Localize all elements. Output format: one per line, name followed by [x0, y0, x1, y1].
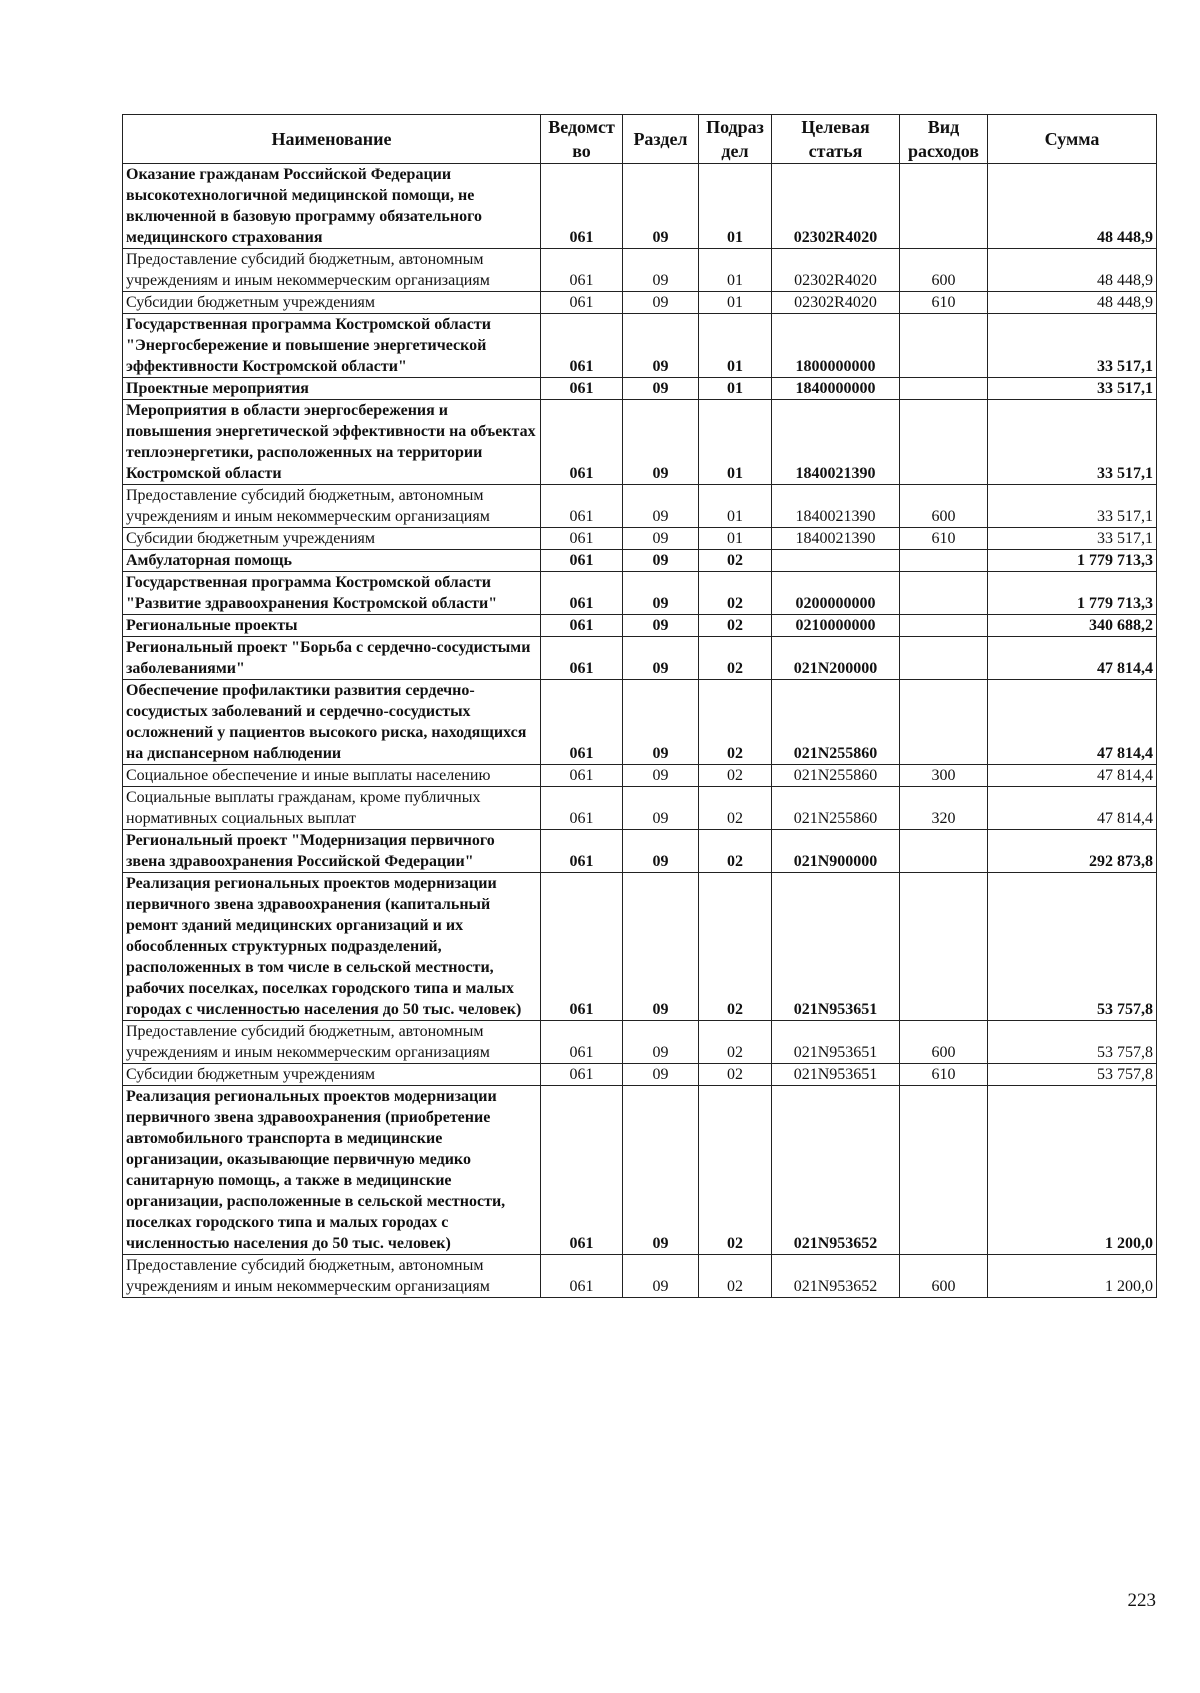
cell-target: 021N953651 — [772, 1064, 900, 1086]
cell-target: 02302R4020 — [772, 249, 900, 292]
cell-target: 021N255860 — [772, 765, 900, 787]
cell-target: 021N200000 — [772, 637, 900, 680]
cell-type: 610 — [900, 528, 988, 550]
cell-type: 600 — [900, 1021, 988, 1064]
cell-section: 09 — [623, 572, 699, 615]
table-row — [123, 765, 1157, 787]
cell-target: 1800000000 — [772, 314, 900, 378]
cell-type: 600 — [900, 249, 988, 292]
cell-section: 09 — [623, 550, 699, 572]
cell-section: 09 — [623, 249, 699, 292]
table-row — [123, 873, 1157, 1021]
cell-subsection: 02 — [699, 615, 772, 637]
header-sum: Сумма — [988, 115, 1157, 164]
cell-dept: 061 — [541, 1255, 623, 1298]
cell-type: 600 — [900, 1255, 988, 1298]
cell-name: Амбулаторная помощь — [123, 550, 541, 572]
cell-type — [900, 314, 988, 378]
cell-target: 021N900000 — [772, 830, 900, 873]
cell-dept: 061 — [541, 1086, 623, 1255]
page-number: 223 — [1127, 1590, 1156, 1611]
cell-subsection: 02 — [699, 1021, 772, 1064]
cell-dept: 061 — [541, 680, 623, 765]
cell-subsection: 02 — [699, 873, 772, 1021]
cell-sum: 48 448,9 — [988, 164, 1157, 249]
cell-subsection: 02 — [699, 1086, 772, 1255]
cell-subsection: 01 — [699, 292, 772, 314]
cell-dept: 061 — [541, 249, 623, 292]
cell-name: Предоставление субсидий бюджетным, автономным учреждениям и иным некоммерческим организациям — [123, 485, 541, 528]
cell-type: 320 — [900, 787, 988, 830]
cell-subsection: 01 — [699, 314, 772, 378]
cell-target: 02302R4020 — [772, 292, 900, 314]
cell-type — [900, 637, 988, 680]
header-section: Раздел — [623, 115, 699, 164]
cell-dept: 061 — [541, 1064, 623, 1086]
cell-dept: 061 — [541, 314, 623, 378]
cell-dept: 061 — [541, 1021, 623, 1064]
cell-subsection: 02 — [699, 1255, 772, 1298]
table-row — [123, 680, 1157, 765]
cell-target: 02302R4020 — [772, 164, 900, 249]
cell-name: Региональные проекты — [123, 615, 541, 637]
cell-sum: 47 814,4 — [988, 787, 1157, 830]
cell-section: 09 — [623, 765, 699, 787]
cell-section: 09 — [623, 680, 699, 765]
cell-type — [900, 873, 988, 1021]
cell-subsection: 02 — [699, 1064, 772, 1086]
cell-target: 021N953652 — [772, 1255, 900, 1298]
cell-section: 09 — [623, 528, 699, 550]
table-row — [123, 1064, 1157, 1086]
table-row — [123, 1021, 1157, 1064]
cell-sum: 33 517,1 — [988, 485, 1157, 528]
cell-sum: 1 779 713,3 — [988, 550, 1157, 572]
cell-type — [900, 550, 988, 572]
cell-name: Реализация региональных проектов модернизации первичного звена здравоохранения (приобретение автомобильного транспорта в медицинские организации, оказывающие первичную медико санитарную помощь, а также в медицинские организации, расположенные в сельской местности, поселках городского типа и малых городах с численностью населения до 50 тыс. человек) — [123, 1086, 541, 1255]
cell-dept: 061 — [541, 637, 623, 680]
cell-dept: 061 — [541, 615, 623, 637]
cell-sum: 48 448,9 — [988, 249, 1157, 292]
cell-type: 610 — [900, 1064, 988, 1086]
cell-dept: 061 — [541, 572, 623, 615]
cell-sum: 53 757,8 — [988, 873, 1157, 1021]
cell-sum: 33 517,1 — [988, 314, 1157, 378]
cell-type: 610 — [900, 292, 988, 314]
cell-subsection: 02 — [699, 637, 772, 680]
cell-target: 1840021390 — [772, 400, 900, 485]
cell-section: 09 — [623, 1255, 699, 1298]
cell-sum: 53 757,8 — [988, 1021, 1157, 1064]
table-row — [123, 528, 1157, 550]
cell-sum: 47 814,4 — [988, 680, 1157, 765]
cell-name: Региональный проект "Модернизация первичного звена здравоохранения Российской Федерации" — [123, 830, 541, 873]
cell-subsection: 01 — [699, 249, 772, 292]
cell-target: 0200000000 — [772, 572, 900, 615]
cell-type — [900, 400, 988, 485]
cell-section: 09 — [623, 1021, 699, 1064]
cell-sum: 48 448,9 — [988, 292, 1157, 314]
cell-dept: 061 — [541, 830, 623, 873]
cell-type: 600 — [900, 485, 988, 528]
cell-target: 021N255860 — [772, 680, 900, 765]
cell-subsection: 02 — [699, 787, 772, 830]
cell-name: Социальные выплаты гражданам, кроме публичных нормативных социальных выплат — [123, 787, 541, 830]
header-subsection: Подраздел — [699, 115, 772, 164]
cell-section: 09 — [623, 314, 699, 378]
cell-sum: 47 814,4 — [988, 637, 1157, 680]
header-dept: Ведомство — [541, 115, 623, 164]
cell-sum: 33 517,1 — [988, 400, 1157, 485]
cell-subsection: 01 — [699, 164, 772, 249]
table-row — [123, 550, 1157, 572]
cell-dept: 061 — [541, 550, 623, 572]
cell-sum: 47 814,4 — [988, 765, 1157, 787]
cell-section: 09 — [623, 485, 699, 528]
cell-section: 09 — [623, 378, 699, 400]
cell-type: 300 — [900, 765, 988, 787]
cell-sum: 1 200,0 — [988, 1086, 1157, 1255]
cell-target: 021N255860 — [772, 787, 900, 830]
cell-name: Государственная программа Костромской области "Развитие здравоохранения Костромской области" — [123, 572, 541, 615]
cell-subsection: 01 — [699, 528, 772, 550]
table-row — [123, 314, 1157, 378]
cell-subsection: 02 — [699, 765, 772, 787]
cell-section: 09 — [623, 1086, 699, 1255]
table-row — [123, 615, 1157, 637]
cell-target — [772, 550, 900, 572]
cell-dept: 061 — [541, 400, 623, 485]
cell-name: Субсидии бюджетным учреждениям — [123, 292, 541, 314]
table-body — [123, 164, 1157, 1298]
cell-dept: 061 — [541, 528, 623, 550]
cell-sum: 292 873,8 — [988, 830, 1157, 873]
cell-name: Проектные мероприятия — [123, 378, 541, 400]
cell-subsection: 01 — [699, 378, 772, 400]
cell-subsection: 02 — [699, 830, 772, 873]
cell-name: Региональный проект "Борьба с сердечно-сосудистыми заболеваниями" — [123, 637, 541, 680]
cell-section: 09 — [623, 164, 699, 249]
table-header — [123, 115, 1157, 164]
cell-subsection: 02 — [699, 550, 772, 572]
table-row — [123, 1255, 1157, 1298]
header-name: Наименование — [123, 115, 541, 164]
cell-target: 0210000000 — [772, 615, 900, 637]
cell-type — [900, 572, 988, 615]
table-row — [123, 485, 1157, 528]
cell-section: 09 — [623, 787, 699, 830]
cell-name: Мероприятия в области энергосбережения и повышения энергетической эффективности на объектах теплоэнергетики, расположенных на территории Костромской области — [123, 400, 541, 485]
header-target: Целевая статья — [772, 115, 900, 164]
cell-name: Предоставление субсидий бюджетным, автономным учреждениям и иным некоммерческим организациям — [123, 1021, 541, 1064]
cell-name: Обеспечение профилактики развития сердечно-сосудистых заболеваний и сердечно-сосудистых осложнений у пациентов высокого риска, находящихся на диспансерном наблюдении — [123, 680, 541, 765]
cell-target: 1840021390 — [772, 528, 900, 550]
table-row — [123, 637, 1157, 680]
cell-section: 09 — [623, 637, 699, 680]
cell-dept: 061 — [541, 765, 623, 787]
cell-subsection: 01 — [699, 485, 772, 528]
cell-section: 09 — [623, 292, 699, 314]
cell-subsection: 02 — [699, 572, 772, 615]
cell-dept: 061 — [541, 292, 623, 314]
table-row — [123, 572, 1157, 615]
cell-target: 1840000000 — [772, 378, 900, 400]
cell-name: Социальное обеспечение и иные выплаты населению — [123, 765, 541, 787]
table-row — [123, 830, 1157, 873]
cell-name: Реализация региональных проектов модернизации первичного звена здравоохранения (капитальный ремонт зданий медицинских организаций и их обособленных структурных подразделений, расположенных в том числе в сельской местности, рабочих поселках, поселках городского типа и малых городах с численностью населения до 50 тыс. человек) — [123, 873, 541, 1021]
cell-name: Предоставление субсидий бюджетным, автономным учреждениям и иным некоммерческим организациям — [123, 249, 541, 292]
cell-subsection: 02 — [699, 680, 772, 765]
cell-type — [900, 1086, 988, 1255]
table-row — [123, 164, 1157, 249]
cell-sum: 1 200,0 — [988, 1255, 1157, 1298]
header-row — [123, 115, 1157, 164]
cell-target: 1840021390 — [772, 485, 900, 528]
table-row — [123, 1086, 1157, 1255]
cell-section: 09 — [623, 615, 699, 637]
cell-name: Субсидии бюджетным учреждениям — [123, 528, 541, 550]
cell-type — [900, 164, 988, 249]
cell-sum: 53 757,8 — [988, 1064, 1157, 1086]
cell-name: Государственная программа Костромской области "Энергосбережение и повышение энергетической эффективности Костромской области" — [123, 314, 541, 378]
cell-target: 021N953652 — [772, 1086, 900, 1255]
cell-section: 09 — [623, 400, 699, 485]
table-row — [123, 292, 1157, 314]
cell-dept: 061 — [541, 787, 623, 830]
cell-subsection: 01 — [699, 400, 772, 485]
table-row — [123, 249, 1157, 292]
cell-dept: 061 — [541, 164, 623, 249]
cell-target: 021N953651 — [772, 873, 900, 1021]
cell-section: 09 — [623, 830, 699, 873]
cell-type — [900, 615, 988, 637]
budget-table — [122, 114, 1157, 1298]
cell-dept: 061 — [541, 378, 623, 400]
cell-type — [900, 830, 988, 873]
table-row — [123, 787, 1157, 830]
cell-target: 021N953651 — [772, 1021, 900, 1064]
cell-dept: 061 — [541, 873, 623, 1021]
cell-sum: 340 688,2 — [988, 615, 1157, 637]
cell-section: 09 — [623, 1064, 699, 1086]
cell-name: Оказание гражданам Российской Федерации высокотехнологичной медицинской помощи, не включенной в базовую программу обязательного медицинского страхования — [123, 164, 541, 249]
cell-dept: 061 — [541, 485, 623, 528]
cell-sum: 1 779 713,3 — [988, 572, 1157, 615]
header-type: Вид расходов — [900, 115, 988, 164]
cell-sum: 33 517,1 — [988, 528, 1157, 550]
cell-name: Предоставление субсидий бюджетным, автономным учреждениям и иным некоммерческим организациям — [123, 1255, 541, 1298]
cell-type — [900, 378, 988, 400]
cell-name: Субсидии бюджетным учреждениям — [123, 1064, 541, 1086]
table-row — [123, 400, 1157, 485]
cell-section: 09 — [623, 873, 699, 1021]
cell-sum: 33 517,1 — [988, 378, 1157, 400]
table-row — [123, 378, 1157, 400]
cell-type — [900, 680, 988, 765]
